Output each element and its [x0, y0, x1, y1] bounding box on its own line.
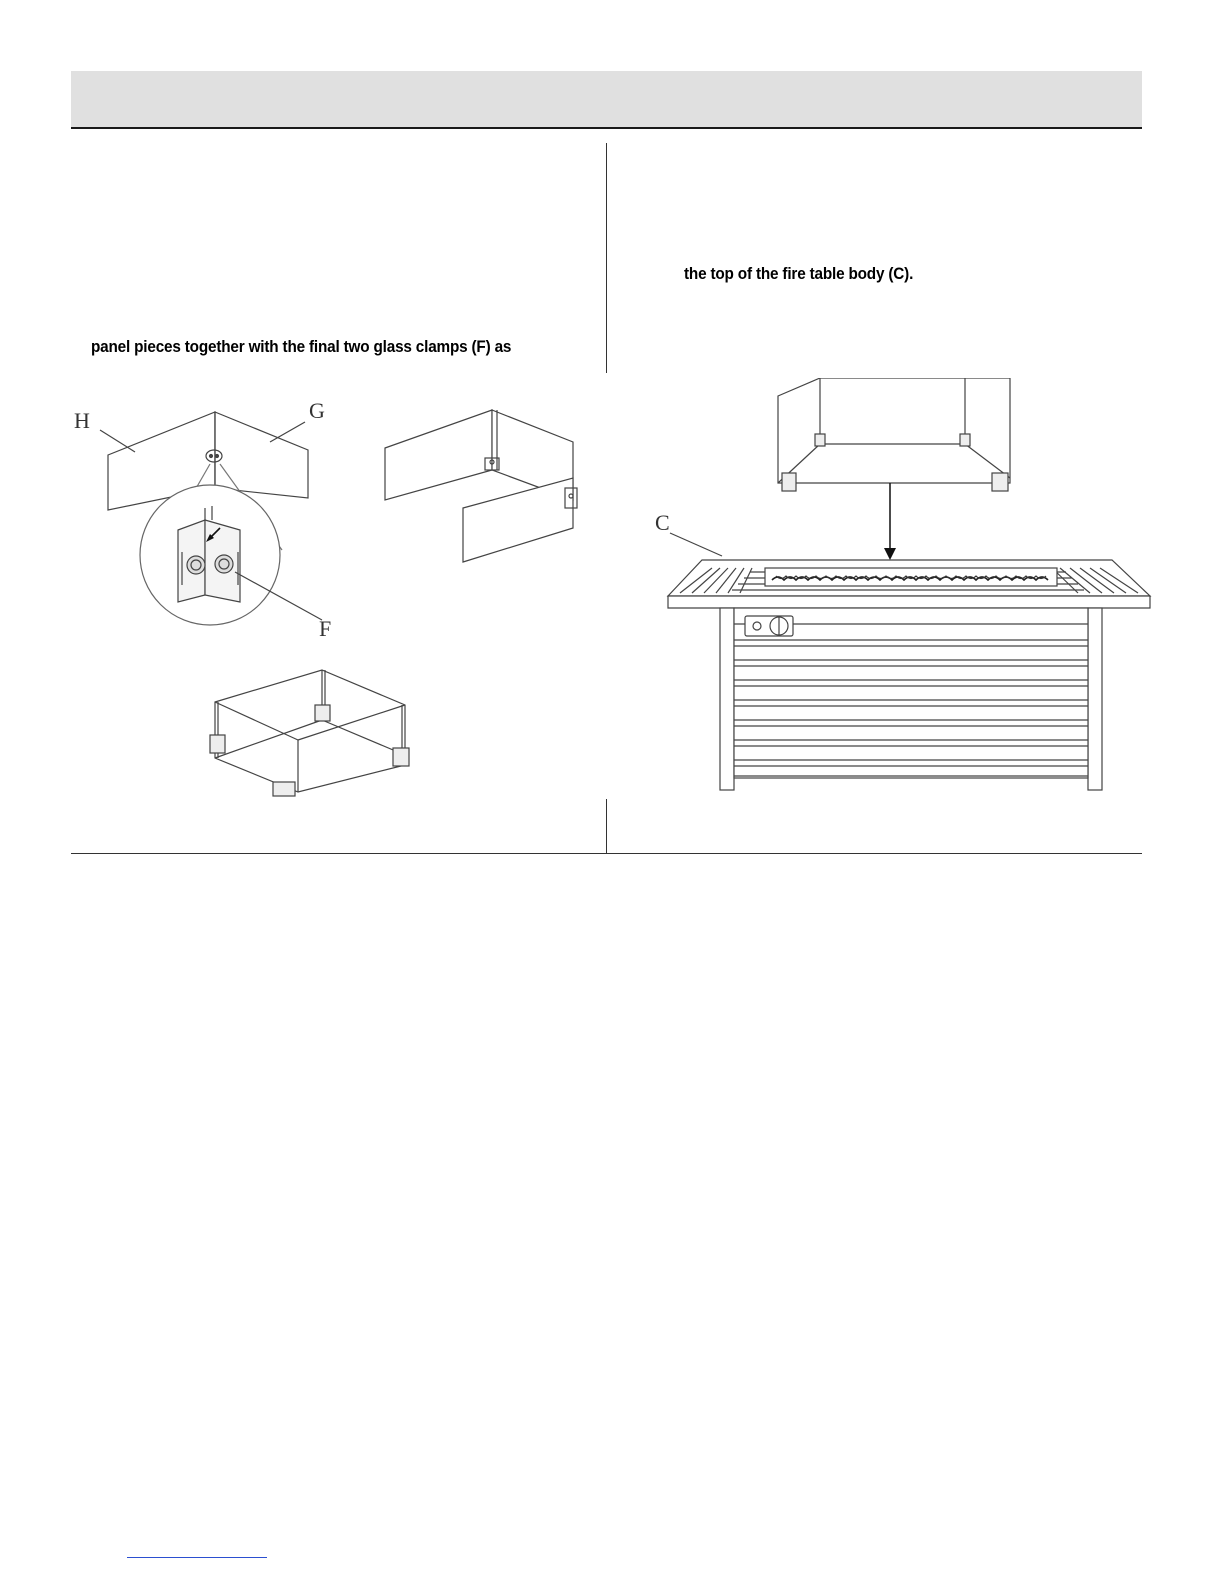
- glass-wind-guard-illustration: [60, 380, 600, 850]
- column-divider-bottom: [606, 799, 607, 853]
- callout-h-leader: [100, 430, 135, 452]
- glass-guard-box: [778, 378, 1010, 491]
- header-band: [71, 71, 1142, 128]
- right-step-instruction: the top of the fire table body (C).: [684, 264, 914, 283]
- callout-h: H: [74, 408, 90, 433]
- column-divider-top: [606, 143, 607, 373]
- footer-link-underline[interactable]: [127, 1557, 267, 1558]
- control-panel: [745, 616, 793, 636]
- table-top: [668, 560, 1150, 608]
- three-panel-assembly: [385, 410, 577, 562]
- header-rule: [71, 127, 1142, 129]
- table-body: [720, 608, 1102, 790]
- clamp-detail-zoom: [140, 485, 280, 625]
- section-bottom-rule: [71, 853, 1142, 854]
- callout-c: C: [655, 510, 670, 535]
- four-panel-box: [210, 670, 409, 796]
- callout-f: F: [319, 616, 332, 641]
- left-step-instruction: panel pieces together with the final two glass clamps (F) as: [91, 337, 512, 356]
- fire-table-illustration: [620, 378, 1190, 798]
- down-arrow-icon: [884, 548, 896, 560]
- callout-g-leader: [270, 422, 305, 442]
- callout-g: G: [309, 398, 325, 423]
